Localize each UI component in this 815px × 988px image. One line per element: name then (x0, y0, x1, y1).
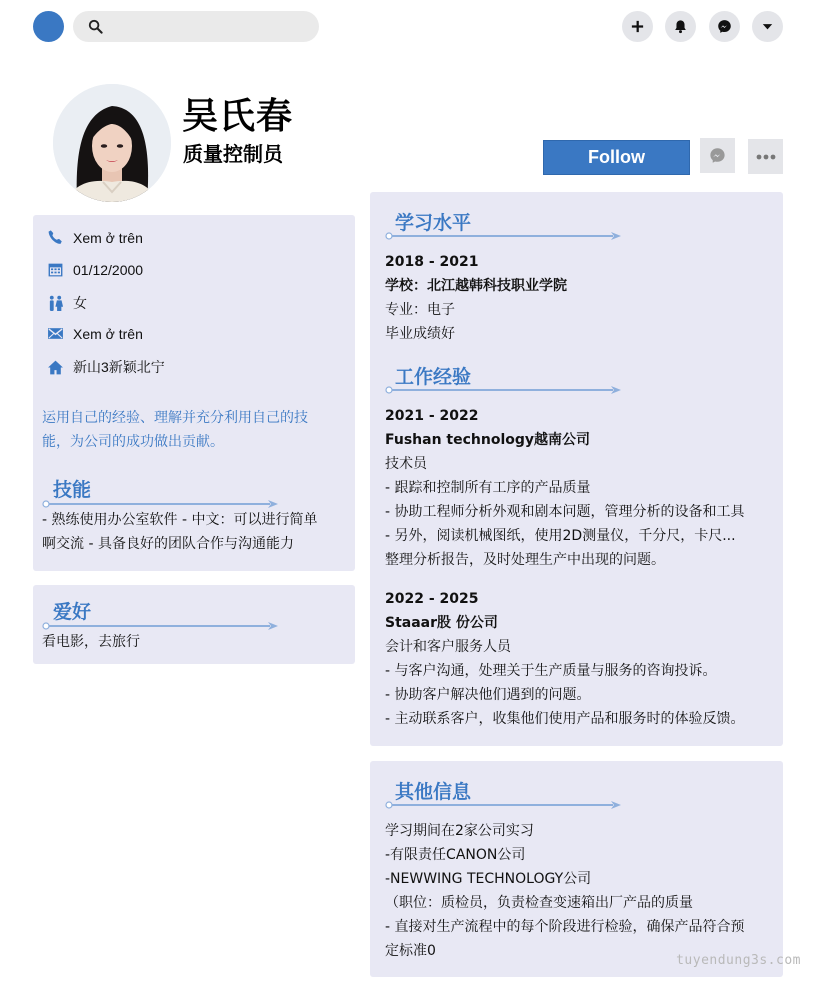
plus-icon (630, 19, 645, 34)
education-result: 毕业成绩好 (385, 326, 455, 342)
job-duty: - 协助客户解决他们遇到的问题。 (385, 687, 591, 703)
job-company: Staaar股 份公司 (385, 615, 498, 631)
message-button[interactable] (700, 138, 735, 173)
section-divider (385, 231, 625, 241)
skills-line-2: 啊交流 - 具备良好的团队合作与沟通能力 (42, 536, 294, 552)
bell-icon (673, 19, 688, 34)
skills-line-1: - 熟练使用办公室软件 - 中文：可以进行简单 (42, 512, 318, 528)
contact-panel (33, 215, 355, 571)
job-duty: - 主动联系客户，收集他们使用产品和服务时的体验反馈。 (385, 711, 745, 727)
objective-line-1: 运用自己的经验、理解并充分利用自己的技 (42, 410, 308, 426)
job-role: 会计和客户服务人员 (385, 639, 511, 655)
other-info-line: 学习期间在2家公司实习 (385, 823, 534, 839)
more-dots-icon (756, 154, 776, 160)
job-period: 2022 - 2025 (385, 591, 479, 607)
hobbies-panel (33, 585, 355, 664)
phone-icon (47, 229, 64, 246)
notifications-button[interactable] (665, 11, 696, 42)
job-role: 技术员 (385, 456, 427, 472)
education-experience-panel (370, 192, 783, 746)
contact-address (47, 357, 165, 377)
search-bar[interactable] (73, 11, 319, 42)
section-divider (385, 800, 625, 810)
objective-line-2: 能，为公司的成功做出贡献。 (42, 434, 224, 450)
other-info-line: -有限责任CANON公司 (385, 847, 526, 863)
email-text: Xem ở trên (73, 325, 143, 342)
profile-job-title: 质量控制员 (183, 142, 283, 166)
account-menu-button[interactable] (752, 11, 783, 42)
section-divider (385, 385, 625, 395)
education-major: 专业：电子 (385, 302, 455, 318)
education-period: 2018 - 2021 (385, 254, 479, 270)
job-duty: 整理分析报告，及时处理生产中出现的问题。 (385, 552, 665, 568)
other-info-line: （职位：质检员，负责检查变速箱出厂产品的质量 (385, 895, 693, 911)
other-info-panel (370, 761, 783, 977)
messenger-icon (717, 19, 732, 34)
follow-button[interactable]: Follow (543, 140, 690, 175)
job-duty: - 协助工程师分析外观和剧本问题，管理分析的设备和工具 (385, 504, 745, 520)
messenger-button[interactable] (709, 11, 740, 42)
profile-photo (53, 84, 171, 202)
education-school: 学校：北江越韩科技职业学院 (385, 278, 567, 294)
job-duty: - 与客户沟通，处理关于生产质量与服务的咨询投诉。 (385, 663, 717, 679)
hobbies-text: 看电影，去旅行 (42, 634, 140, 650)
gender-icon (47, 295, 64, 312)
home-icon (47, 359, 64, 376)
contact-gender (47, 293, 87, 313)
job-duty: - 跟踪和控制所有工序的产品质量 (385, 480, 591, 496)
job-period: 2021 - 2022 (385, 408, 479, 424)
caret-down-icon (760, 19, 775, 34)
hobbies-heading: 爱好 (53, 601, 92, 623)
other-info-line: -NEWWING TECHNOLOGY公司 (385, 871, 592, 887)
avatar (53, 84, 171, 202)
contact-email (47, 325, 143, 342)
envelope-icon (47, 325, 64, 342)
job-company: Fushan technology越南公司 (385, 432, 591, 448)
contact-dob (47, 261, 143, 278)
skills-heading: 技能 (53, 479, 92, 501)
experience-heading: 工作经验 (395, 366, 472, 388)
contact-phone (47, 229, 143, 246)
dob-text: 01/12/2000 (73, 261, 144, 278)
logo[interactable] (33, 11, 64, 42)
calendar-icon (47, 261, 64, 278)
address-text: 新山3新颖北宁 (73, 359, 165, 375)
more-options-button[interactable] (748, 139, 783, 174)
phone-text: Xem ở trên (73, 229, 143, 246)
education-heading: 学习水平 (395, 212, 472, 234)
other-info-heading: 其他信息 (395, 781, 472, 803)
gender-text: 女 (73, 295, 87, 311)
other-info-line: - 直接对生产流程中的每个阶段进行检验，确保产品符合预 (385, 919, 745, 935)
create-button[interactable] (622, 11, 653, 42)
other-info-line: 定标准0 (385, 943, 436, 959)
job-duty: - 另外，阅读机械图纸，使用2D测量仪，千分尺，卡尺... (385, 528, 736, 544)
profile-name: 吴氏春 (182, 96, 294, 137)
watermark: tuyendung3s.com (676, 953, 801, 968)
messenger-icon (709, 147, 726, 164)
search-icon (88, 19, 103, 34)
